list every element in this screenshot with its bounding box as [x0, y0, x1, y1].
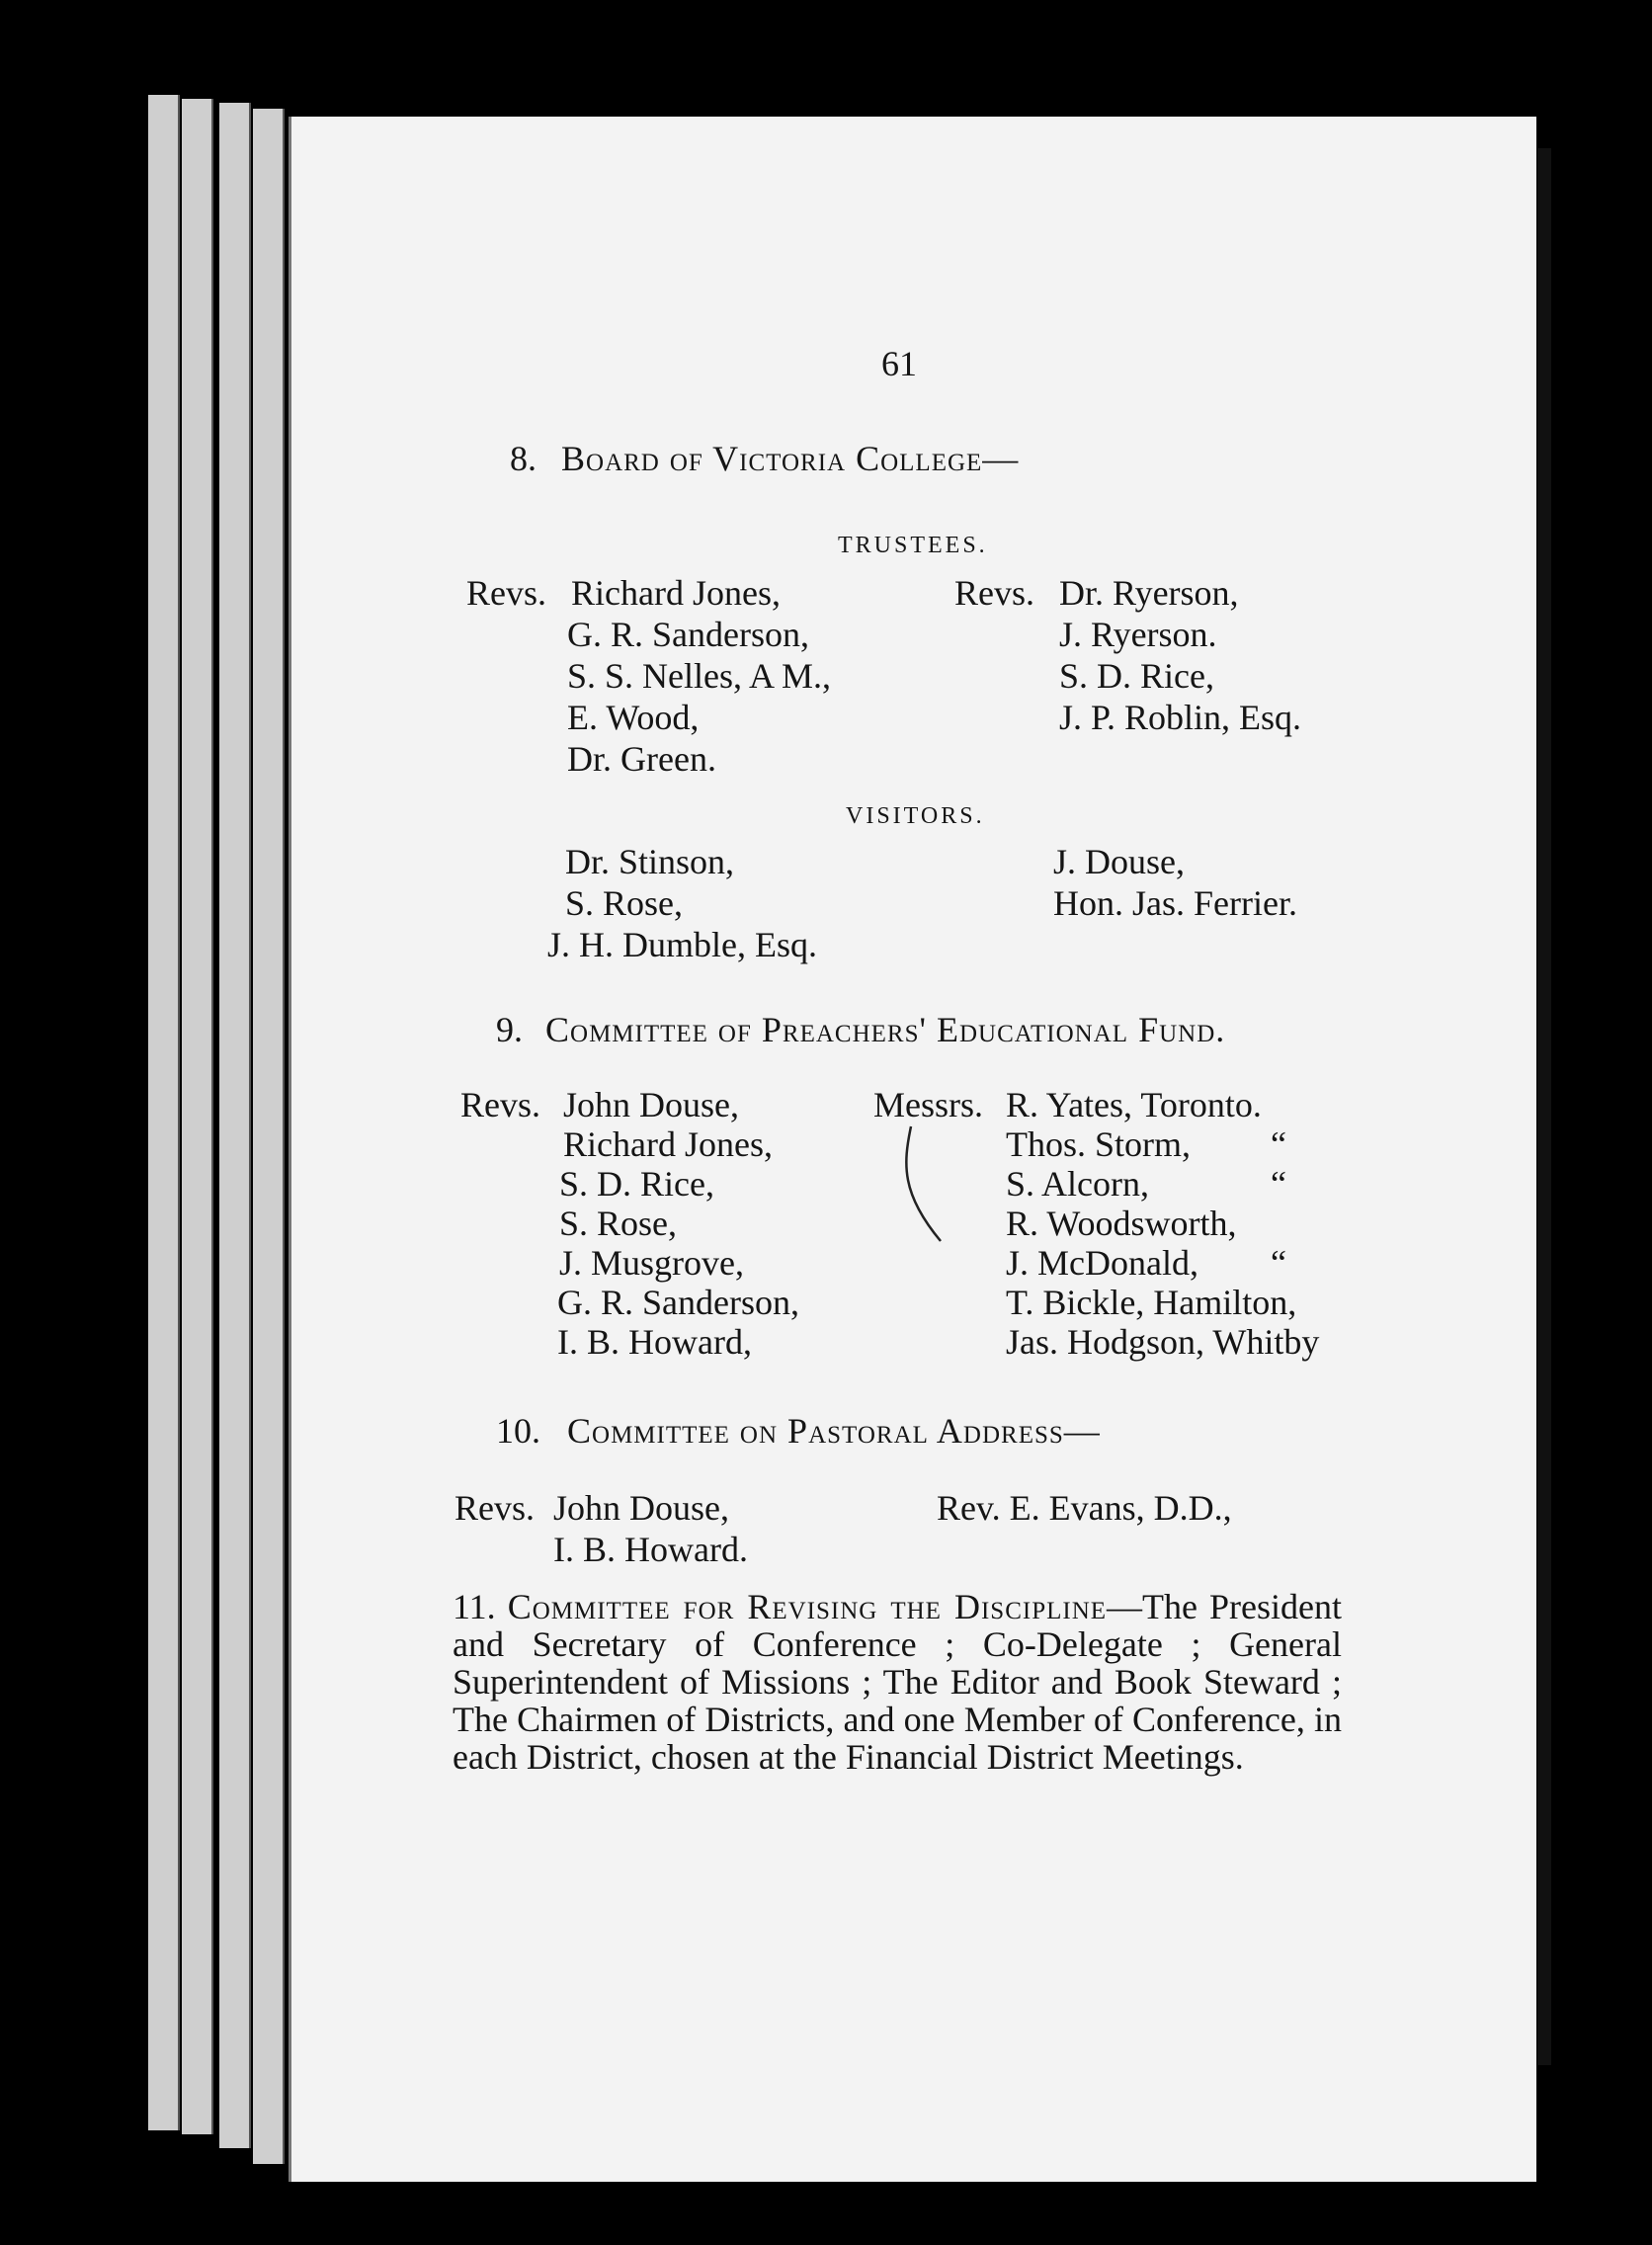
section-11-number: 11.: [453, 1587, 496, 1626]
committee9-left-2: Richard Jones,: [563, 1124, 773, 1164]
visitor-left-3: J. H. Dumble, Esq.: [547, 925, 817, 964]
section-11-paragraph: [453, 1588, 1342, 1776]
committee9-right-2: Thos. Storm,: [1006, 1124, 1192, 1164]
book-edge-leaf: [182, 99, 213, 2134]
bracket-mark: [901, 1124, 947, 1243]
section-11-heading: Committee for Revising the Discipline: [507, 1587, 1108, 1626]
section-11-text: —The President and Secretary of Conference ; Co-Delegate ; General Superintendent of Missions ; The Editor and Book Steward ; The Chairmen of Districts, and one Member of Conference, in each District, chosen at the Financial District Meetings.: [453, 1587, 1343, 1777]
committee10-left-1: John Douse,: [553, 1488, 729, 1528]
trustee-left-5: Dr. Green.: [567, 739, 716, 779]
trustee-right-1: Dr. Ryerson,: [1059, 573, 1239, 613]
committee10-left-prefix: Revs.: [454, 1488, 535, 1528]
committee9-left-6: G. R. Sanderson,: [557, 1283, 799, 1322]
trustee-right-4: J. P. Roblin, Esq.: [1059, 698, 1302, 737]
trustees-label: TRUSTEES.: [838, 533, 988, 558]
section-9-number: 9.: [496, 1010, 523, 1049]
section-10-number: 10.: [496, 1411, 540, 1451]
committee9-left-3: S. D. Rice,: [559, 1164, 714, 1204]
committee9-left-5: J. Musgrove,: [559, 1243, 744, 1283]
trustee-right-3: S. D. Rice,: [1059, 656, 1214, 696]
section-10-heading: Committee on Pastoral Address—: [567, 1411, 1101, 1451]
committee10-right: Rev. E. Evans, D.D.,: [937, 1488, 1232, 1528]
committee9-left-7: I. B. Howard,: [557, 1322, 752, 1362]
page-number: 61: [881, 344, 917, 383]
committee9-right-prefix: Messrs.: [873, 1085, 984, 1124]
visitor-right-1: J. Douse,: [1053, 842, 1185, 881]
visitor-left-2: S. Rose,: [565, 883, 684, 923]
trustee-left-3: S. S. Nelles, A M.,: [567, 656, 832, 696]
visitor-right-2: Hon. Jas. Ferrier.: [1053, 883, 1297, 923]
committee9-right-4: R. Woodsworth,: [1006, 1204, 1237, 1243]
ditto-mark: “: [1271, 1164, 1286, 1204]
book-gutter: [1537, 148, 1551, 2065]
committee9-right-6: T. Bickle, Hamilton,: [1006, 1283, 1297, 1322]
visitor-left-1: Dr. Stinson,: [565, 842, 735, 881]
ditto-mark: “: [1271, 1124, 1286, 1164]
committee9-right-3: S. Alcorn,: [1006, 1164, 1150, 1204]
section-9-heading: Committee of Preachers' Educational Fund.: [545, 1010, 1226, 1049]
book-edge-leaf: [253, 109, 285, 2164]
trustee-right-2: J. Ryerson.: [1059, 615, 1217, 654]
trustee-left-2: G. R. Sanderson,: [567, 615, 809, 654]
ditto-mark: “: [1271, 1243, 1286, 1283]
trustee-left-4: E. Wood,: [567, 698, 700, 737]
trustee-left-1: Richard Jones,: [571, 573, 781, 613]
committee9-right-7: Jas. Hodgson, Whitby: [1006, 1322, 1320, 1362]
committee9-left-4: S. Rose,: [559, 1204, 678, 1243]
committee9-left-1: John Douse,: [563, 1085, 739, 1124]
committee9-right-5: J. McDonald,: [1006, 1243, 1198, 1283]
book-edge-leaf: [148, 95, 180, 2130]
committee9-right-1: R. Yates, Toronto.: [1006, 1085, 1262, 1124]
trustees-right-prefix: Revs.: [954, 573, 1034, 613]
committee10-left-2: I. B. Howard.: [553, 1530, 748, 1569]
section-8-heading: Board of Victoria College—: [561, 439, 1020, 478]
book-edge-leaf: [219, 103, 251, 2148]
section-8-number: 8.: [510, 439, 537, 478]
committee9-left-prefix: Revs.: [460, 1085, 540, 1124]
visitors-label: VISITORS.: [846, 803, 985, 829]
trustees-left-prefix: Revs.: [466, 573, 546, 613]
